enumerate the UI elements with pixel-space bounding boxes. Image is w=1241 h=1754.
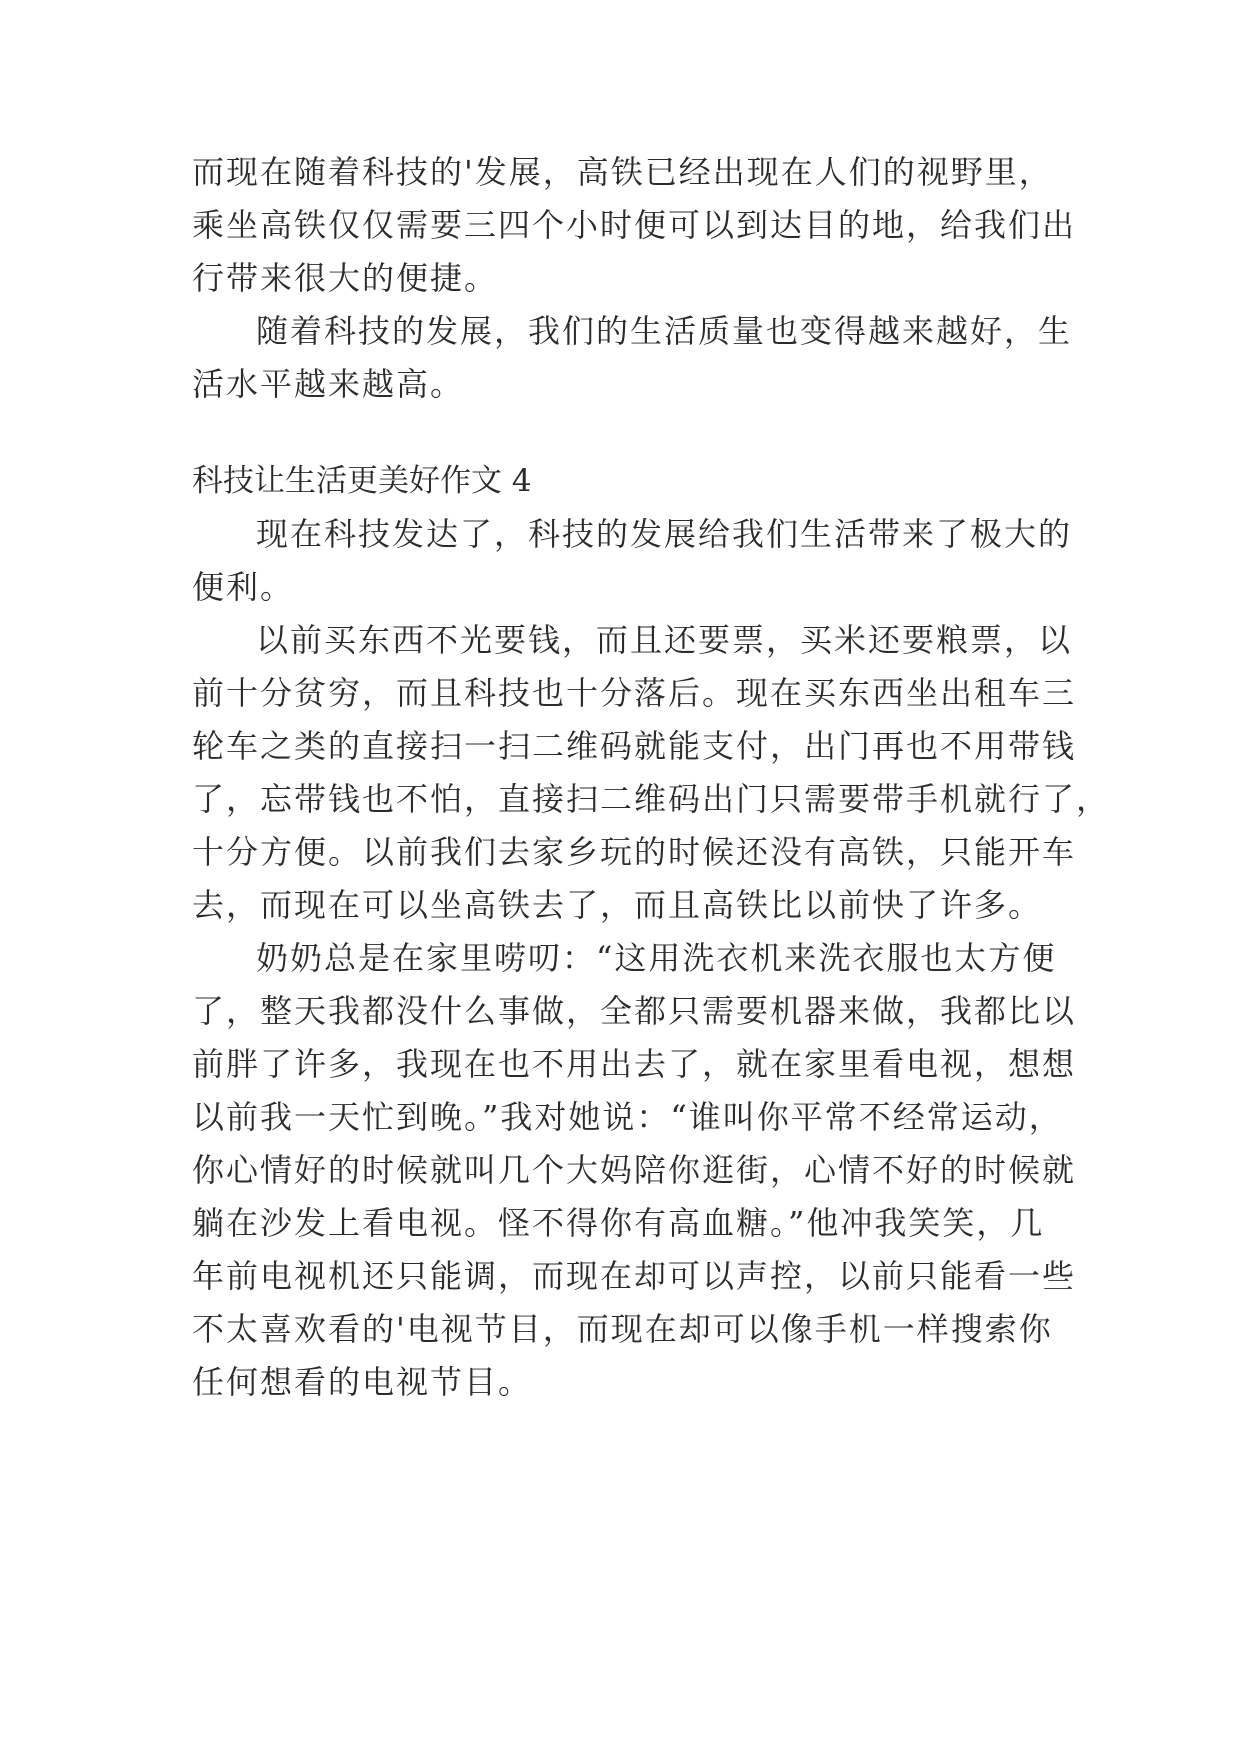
paragraph-line: 奶奶总是在家里唠叨：“这用洗衣机来洗衣服也太方便 (256, 939, 1057, 977)
paragraph-line: 现在科技发达了，科技的发展给我们生活带来了极大的 (256, 515, 1073, 553)
paragraph-line: 十分方便。以前我们去家乡玩的时候还没有高铁，只能开车 (192, 833, 1077, 871)
paragraph-line: 便利。 (192, 568, 295, 606)
paragraph-line: 了，整天我都没什么事做，全都只需要机器来做，我都比以 (192, 992, 1077, 1030)
paragraph-line: 你心情好的时候就叫几个大妈陪你逛街，心情不好的时候就 (192, 1151, 1077, 1189)
paragraph-line: 前胖了许多，我现在也不用出去了，就在家里看电视，想想 (192, 1045, 1077, 1083)
paragraph-line: 年前电视机还只能调，而现在却可以声控，以前只能看一些 (192, 1257, 1077, 1295)
paragraph-line: 随着科技的发展，我们的生活质量也变得越来越好，生 (256, 312, 1073, 350)
paragraph-line: 轮车之类的直接扫一扫二维码就能支付，出门再也不用带钱 (192, 727, 1077, 765)
paragraph-line: 以前买东西不光要钱，而且还要票，买米还要粮票，以 (256, 621, 1073, 659)
paragraph-line: 乘坐高铁仅仅需要三四个小时便可以到达目的地，给我们出 (192, 206, 1077, 244)
paragraph-line: 不太喜欢看的'电视节目，而现在却可以像手机一样搜索你 (192, 1310, 1053, 1348)
paragraph-line: 行带来很大的便捷。 (192, 259, 499, 297)
paragraph-line: 去，而现在可以坐高铁去了，而且高铁比以前快了许多。 (192, 886, 1043, 924)
section-heading: 科技让生活更美好作文 4 (192, 463, 532, 499)
paragraph-line: 了，忘带钱也不怕，直接扫二维码出门只需要带手机就行了， (192, 780, 1111, 818)
paragraph-line: 前十分贫穷，而且科技也十分落后。现在买东西坐出租车三 (192, 674, 1077, 712)
paragraph-line: 任何想看的电视节目。 (192, 1363, 533, 1401)
paragraph-line: 以前我一天忙到晚。”我对她说：“谁叫你平常不经常运动， (192, 1098, 1063, 1136)
paragraph-line: 躺在沙发上看电视。怪不得你有高血糖。”他冲我笑笑，几 (192, 1204, 1045, 1242)
paragraph-line: 活水平越来越高。 (192, 365, 465, 403)
paragraph-line: 而现在随着科技的'发展，高铁已经出现在人们的视野里， (192, 153, 1053, 191)
